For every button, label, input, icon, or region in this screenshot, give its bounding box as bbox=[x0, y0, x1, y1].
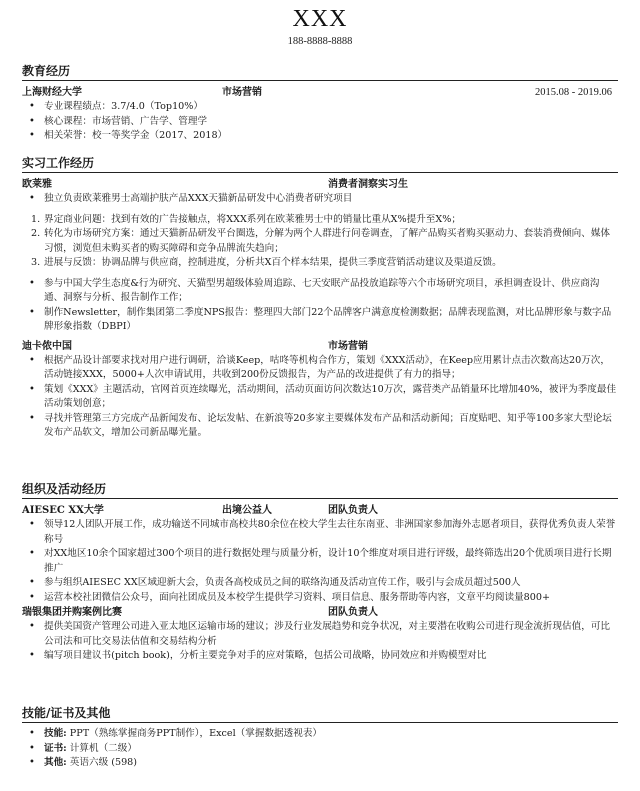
job-header-row bbox=[22, 339, 618, 354]
list-item: • 运营本校社团微信公众号，面向社团成员及本校学生提供学习资料、项目信息、服务帮助等内容，文章平均阅读量800+ bbox=[22, 591, 618, 606]
education-header-row bbox=[22, 85, 618, 100]
education-date: 2015.08 - 2019.06 bbox=[535, 87, 612, 98]
list-item: • 相关荣誉：校一等奖学金（2017、2018） bbox=[22, 129, 618, 144]
list-item: • 参与组织AIESEC XX区域迎新大会，负责各高校成员之间的联络沟通及活动宣传工作，吸引与会成员超过500人 bbox=[22, 576, 618, 591]
list-item: • 领导12人团队开展工作，成功输送不同城市高校共80余位在校大学生去往东南亚、非洲国家参加海外志愿者项目，获得优秀负责人荣誉称号 bbox=[22, 518, 618, 547]
org-name: AIESEC XX大学 bbox=[22, 505, 104, 516]
org-header-row bbox=[22, 605, 618, 620]
list-item: • 专业课程绩点：3.7/4.0（Top10%） bbox=[22, 100, 618, 115]
org-header-row bbox=[22, 503, 618, 518]
activities-section bbox=[22, 482, 618, 664]
company-name: 欧莱雅 bbox=[22, 179, 52, 190]
list-item: • 参与中国大学生态度&行为研究、天猫型男超级体验周追踪、七天安眠产品投放追踪等六个市场研究项目，承担调查设计、供应商沟通、洞察与分析、报告制作工作； bbox=[22, 277, 618, 306]
list-item: • 提供美国资产管理公司进入亚太地区运输市场的建议；涉及行业发展趋势和竞争状况，对主要潜在收购公司进行现金流折现估值，可比公司法和可比交易法估值和交易结构分析 bbox=[22, 620, 618, 649]
school-name: 上海财经大学 bbox=[22, 87, 82, 98]
list-item: • 核心课程：市场营销、广告学、管理学 bbox=[22, 115, 618, 130]
job-role: 消费者洞察实习生 bbox=[328, 179, 408, 190]
numbered-item: 2. 转化为市场研究方案：通过天猫新品研发平台圈选，分解为两个人群进行问卷调查，了解产品购买者购买驱动力、套装消费倾向、媒体习惯，浏览但未购买者的购买障碍和竞争品牌流失趋向； bbox=[31, 228, 611, 254]
major-name: 市场营销 bbox=[222, 87, 262, 98]
job-list bbox=[22, 192, 618, 207]
education-list bbox=[22, 100, 618, 144]
list-item: • 根据产品设计部要求找对用户进行调研，洽谈Keep，咕咚等机构合作方，策划《XXX活动》，在Keep应用累计点击次数高达20万次，活动链接XXX，5000+人次申请试用，共收到200份反馈报告，为产品的改进提供了有力的指导； bbox=[22, 354, 618, 383]
list-item: • 对XX地区10余个国家超过300个项目的进行数据处理与质量分析，设计10个维度对项目进行评级，最终筛选出20个优质项目进行长期推广 bbox=[22, 547, 618, 576]
numbered-item: 3. 进展与反馈：协调品牌与供应商，控制进度，分析共X百个样本结果，提供三季度营销活动建议及渠道反馈。 bbox=[31, 257, 502, 268]
numbered-item: 1. 界定商业问题：找到有效的广告接触点，将XXX系列在欧莱雅男士中的销量比重从X%提升至X%； bbox=[31, 213, 461, 225]
job-list bbox=[22, 277, 618, 335]
steps-list bbox=[22, 213, 618, 271]
candidate-name: XXX bbox=[292, 6, 348, 32]
org-dept: 出境公益人 bbox=[222, 505, 272, 516]
job-list bbox=[22, 354, 618, 441]
org-name: 瑞银集团并购案例比赛 bbox=[22, 607, 122, 618]
list-item: • 独立负责欧莱雅男士高端护肤产品XXX天猫新品研发中心消费者研究项目 bbox=[22, 192, 618, 207]
list-item: • 其他: 英语六级 (598) bbox=[22, 756, 618, 771]
skills-section bbox=[22, 706, 618, 771]
list-item: • 策划《XXX》主题活动，官网首页连续曝光，活动期间，活动页面访问次数达10万次，露营类产品销量环比增加40%，被评为季度最佳活动策划创意； bbox=[22, 383, 618, 412]
internship-section bbox=[22, 156, 618, 441]
list-item: • 编写项目建议书(pitch book)，分析主要竞争对手的应对策略，包括公司战略，协同效应和并购模型对比 bbox=[22, 649, 618, 664]
skills-list bbox=[22, 727, 618, 771]
job-header-row bbox=[22, 177, 618, 192]
phone-number: 188-8888-8888 bbox=[287, 36, 353, 47]
section-title: 教育经历 bbox=[22, 64, 71, 78]
list-item: • 寻找并管理第三方完成产品新闻发布、论坛发帖、在新浪等20多家主要媒体发布产品和活动新闻；百度贴吧、知乎等100多家大型论坛发布产品软文，增加公司新品曝光量。 bbox=[22, 412, 618, 441]
section-title: 组织及活动经历 bbox=[22, 482, 107, 496]
org-list bbox=[22, 620, 618, 664]
section-title: 实习工作经历 bbox=[22, 156, 95, 170]
org-list bbox=[22, 518, 618, 605]
list-item: • 证书: 计算机（二级） bbox=[22, 742, 618, 757]
company-name: 迪卡侬中国 bbox=[22, 340, 72, 352]
org-role: 团队负责人 bbox=[328, 505, 378, 516]
list-item: • 技能: PPT（熟练掌握商务PPT制作），Excel（掌握数据透视表） bbox=[22, 727, 618, 742]
job-role: 市场营销 bbox=[328, 340, 368, 352]
org-role: 团队负责人 bbox=[328, 607, 378, 618]
section-title: 技能/证书及其他 bbox=[22, 706, 111, 720]
education-section bbox=[22, 64, 618, 144]
list-item: • 制作Newsletter，制作集团第二季度NPS报告：整理四大部门22个品牌客户满意度检测数据；品牌表现监测，对比品牌形象与数字品牌形象指数（DBPI） bbox=[22, 306, 618, 335]
